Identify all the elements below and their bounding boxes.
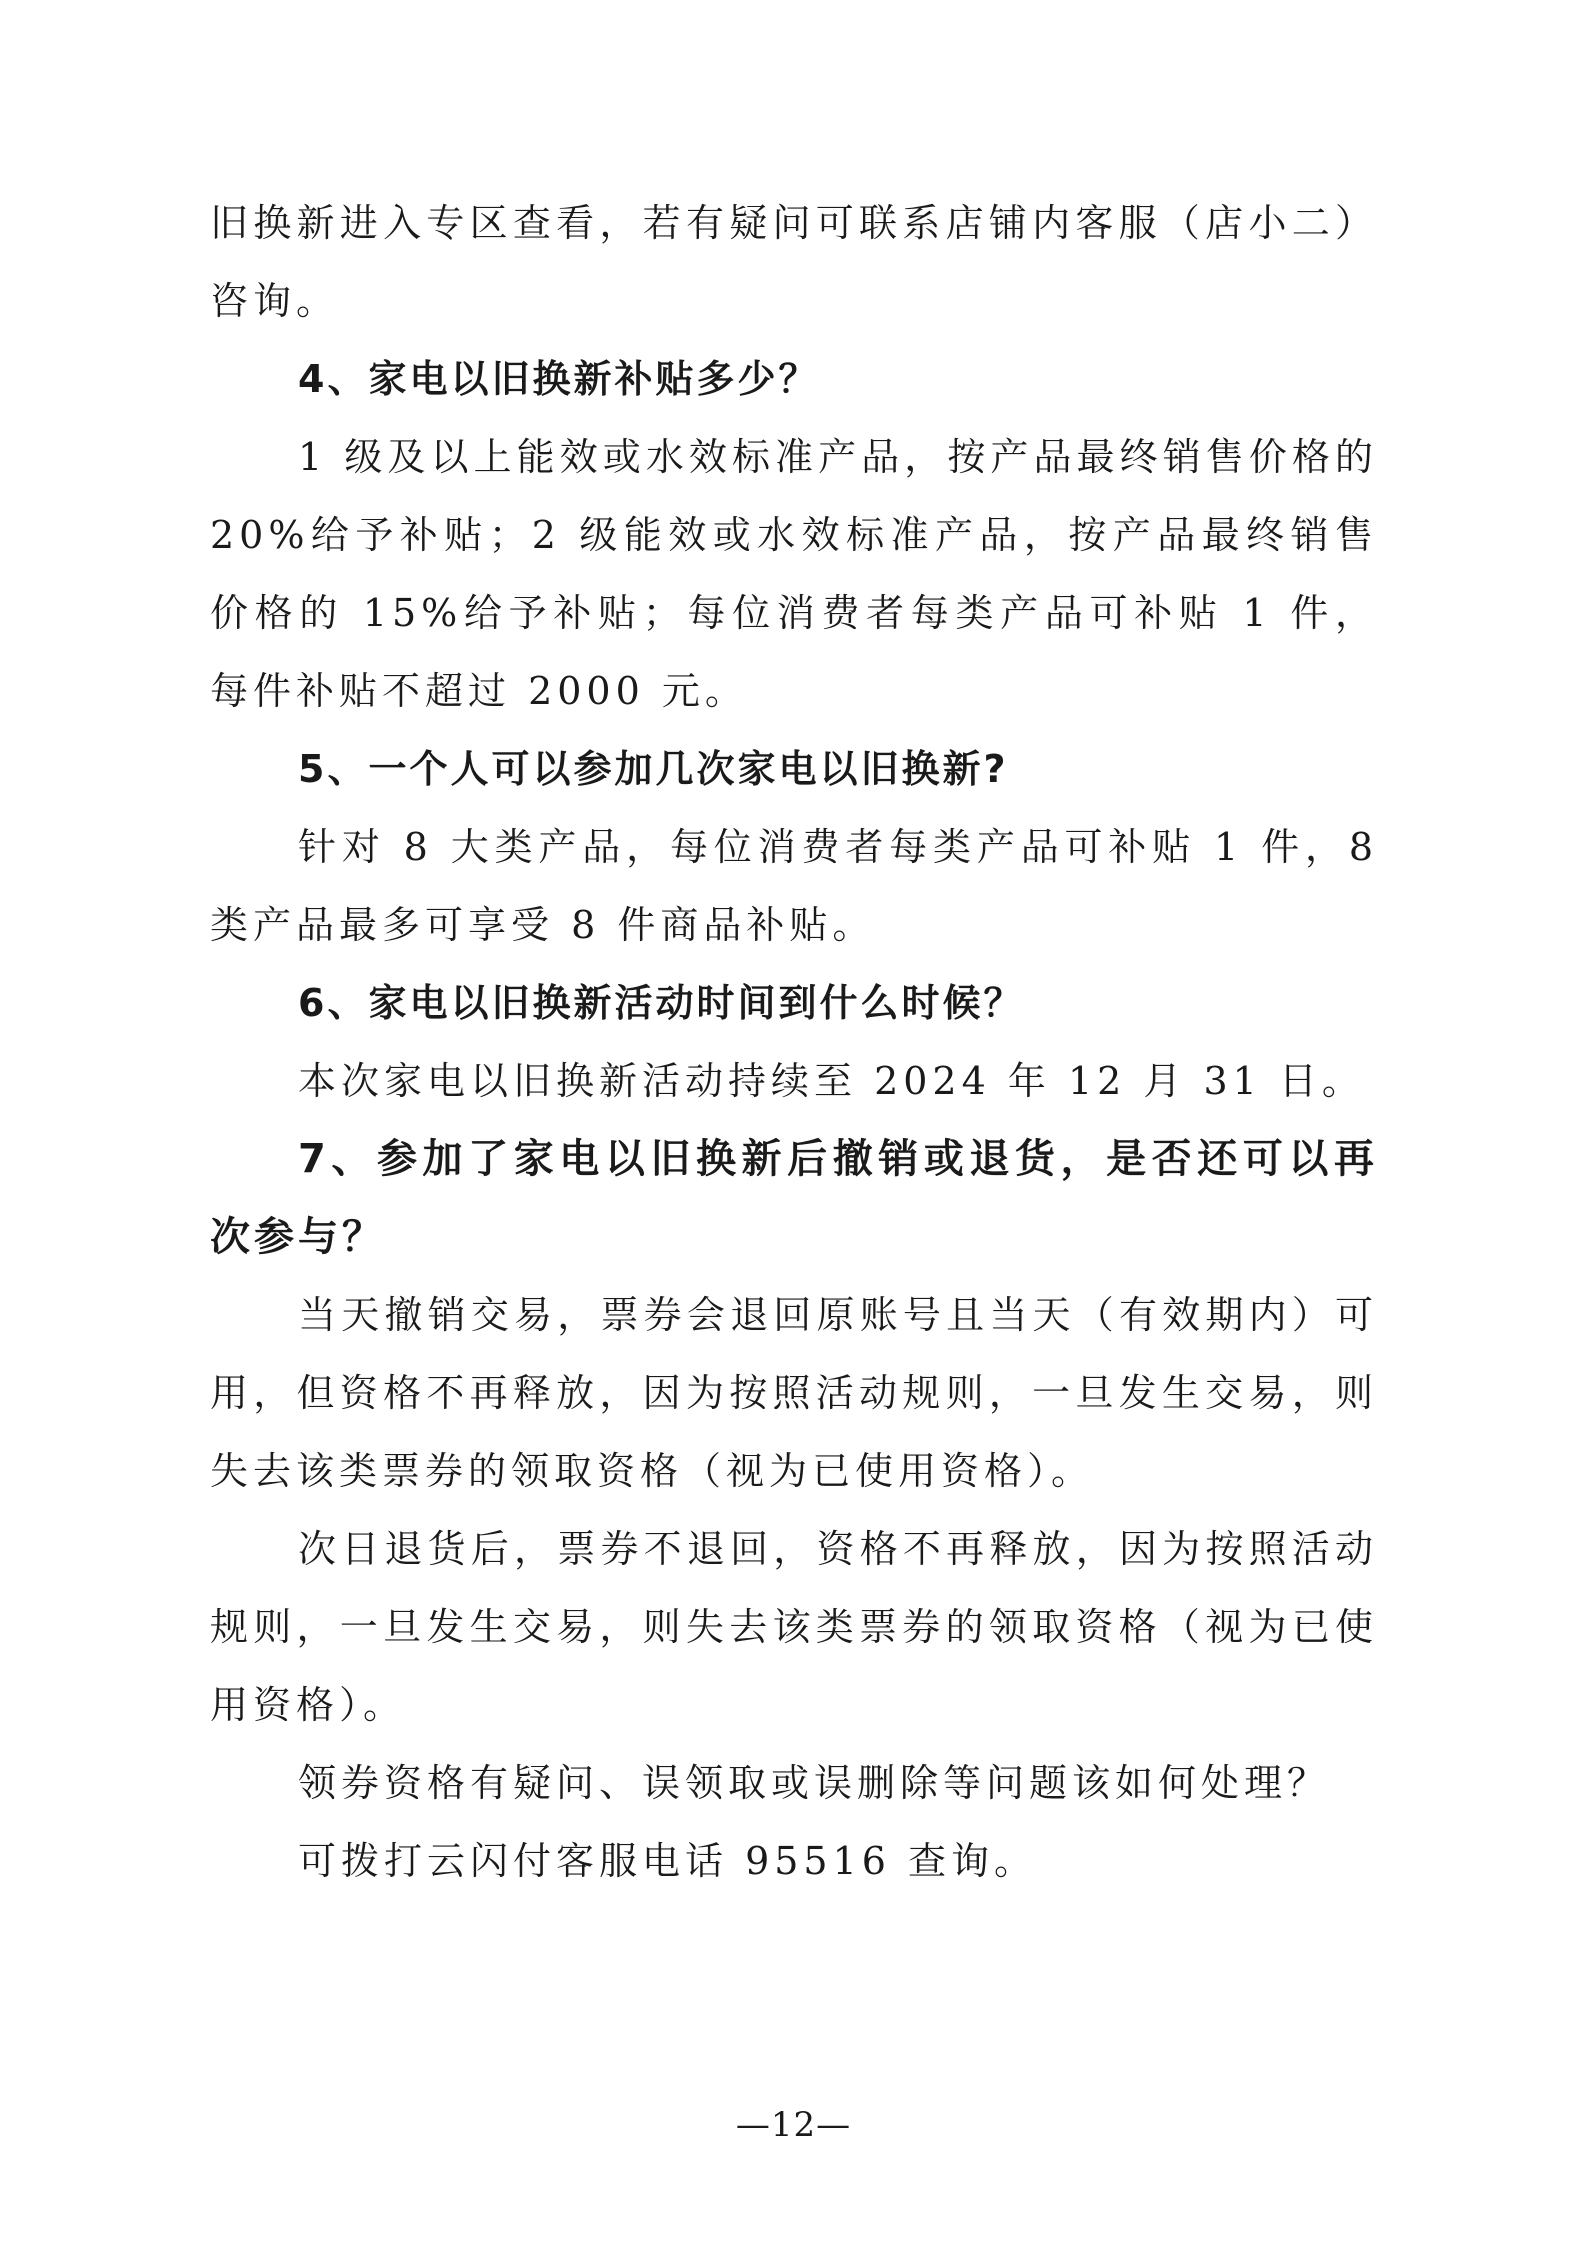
question-5-heading: 5、一个人可以参加几次家电以旧换新?	[298, 747, 1009, 791]
question-4-heading: 4、家电以旧换新补贴多少？	[298, 357, 820, 401]
question-7-answer-same-day: 当天撤销交易，票券会退回原账号且当天（有效期内）可用，但资格不再释放，因为按照活动规则，一旦发生交易，则失去该类票券的领取资格（视为已使用资格）。	[210, 1293, 1378, 1493]
question-8-text: 领券资格有疑问、误领取或误删除等问题该如何处理？	[298, 1761, 1331, 1805]
question-6-answer: 本次家电以旧换新活动持续至 2024 年 12 月 31 日。	[298, 1059, 1365, 1103]
question-7-heading: 7、参加了家电以旧换新后撤销或退货，是否还可以再次参与？	[210, 1136, 1378, 1260]
question-7-answer-next-day: 次日退货后，票券不退回，资格不再释放，因为按照活动规则，一旦发生交易，则失去该类票券的领取资格（视为已使用资格）。	[210, 1527, 1378, 1727]
document-body	[210, 184, 1378, 1900]
page-number: —12—	[735, 2105, 852, 2145]
question-5-answer: 针对 8 大类产品，每位消费者每类产品可补贴 1 件，8 类产品最多可享受 8 件商品补贴。	[210, 825, 1378, 947]
question-8-answer: 可拨打云闪付客服电话 95516 查询。	[298, 1839, 1038, 1883]
question-4-answer: 1 级及以上能效或水效标准产品，按产品最终销售价格的 20%给予补贴；2 级能效或水效标准产品，按产品最终销售价格的 15%给予补贴；每位消费者每类产品可补贴 1 件，每件补贴不超过 2000 元。	[210, 435, 1378, 713]
paragraph-continuation: 旧换新进入专区查看，若有疑问可联系店铺内客服（店小二）咨询。	[210, 201, 1378, 323]
question-6-heading: 6、家电以旧换新活动时间到什么时候？	[298, 981, 1025, 1025]
